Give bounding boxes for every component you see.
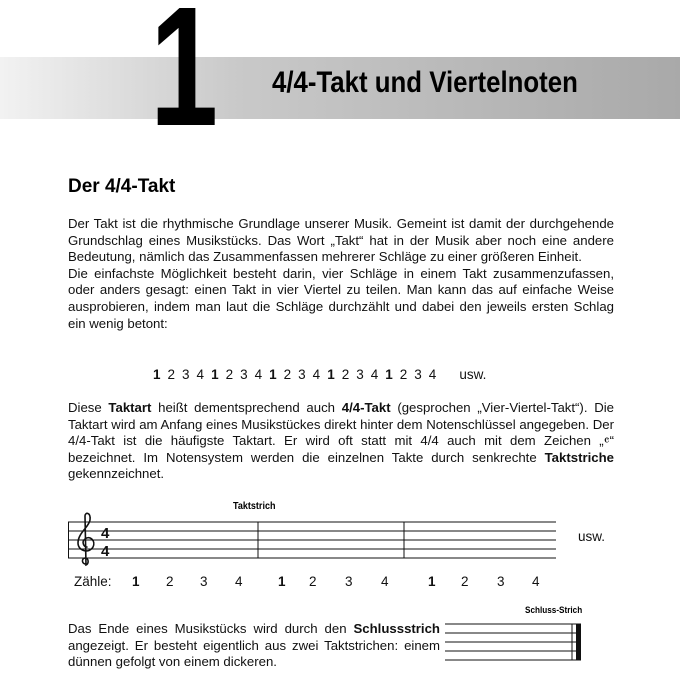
count-number: 2 <box>166 574 174 589</box>
counting-etc: usw. <box>459 367 487 382</box>
text-run: (gesprochen „Vier-Viertel-Takt“). Die Taktart wird am Anfang eines Musikstückes direkt hinter dem Notenschlüssel angegeben. Der 4/4-Takt ist die häufigste Taktart. Er wird oft statt mit 4/4 auch mit dem Zeichen „𝄴“ bezeichnet. Im Notensystem werden die einzelnen Takte durch senkrechte <box>68 400 614 465</box>
beat-number: 3 <box>414 367 422 382</box>
text-run: heißt dementsprechend auch <box>151 400 342 415</box>
count-number: 3 <box>497 574 505 589</box>
term-taktstriche: Taktstriche <box>544 449 614 465</box>
beat-number: 1 <box>327 367 335 382</box>
final-barline-staff <box>445 620 585 670</box>
paragraph-final-barline <box>68 621 440 671</box>
count-number: 4 <box>381 574 389 589</box>
count-number: 1 <box>278 574 286 589</box>
final-barline-label: Schluss-Strich <box>525 605 583 616</box>
beat-number: 3 <box>356 367 364 382</box>
staff-etc: usw. <box>578 529 606 544</box>
beat-number: 1 <box>385 367 393 382</box>
chapter-title: 4/4-Takt und Viertelnoten <box>272 66 578 99</box>
thick-barline <box>576 624 581 660</box>
beat-number: 2 <box>167 367 176 382</box>
barline-label: Taktstrich <box>233 500 276 512</box>
beat-number: 3 <box>298 367 306 382</box>
beat-number: 2 <box>225 367 234 382</box>
beat-number: 4 <box>370 367 379 382</box>
count-number: 3 <box>200 574 208 589</box>
text-run: Diese <box>68 400 109 415</box>
section-heading: Der 4/4-Takt <box>68 176 176 197</box>
treble-clef-icon <box>78 513 94 565</box>
beat-number: 1 <box>211 367 219 382</box>
term-schlussstrich: Schlussstrich <box>353 621 440 636</box>
staff-lines <box>68 522 556 558</box>
text-run: gekennzeichnet. <box>68 466 165 482</box>
count-number: 4 <box>235 574 243 589</box>
paragraph-intro-text-1: Der Takt ist die rhythmische Grundlage unserer Musik. Gemeint ist damit der durchgehende Grundschlag eines Musikstücks. Das Wort „Takt“ hat in der Musik aber noch eine andere Bedeutung, nämlich das Zusammenfassen mehrerer Schläge zu einer größeren Einheit. <box>68 216 614 265</box>
count-row <box>68 574 628 594</box>
beat-number: 2 <box>341 367 350 382</box>
paragraph-time-signature <box>68 400 614 483</box>
music-staff <box>68 518 568 568</box>
beat-number: 1 <box>153 367 161 382</box>
count-number: 3 <box>345 574 353 589</box>
text-run: angezeigt. Er besteht eigentlich aus zwei Taktstrichen: einem dünnen gefolgt von einem dickeren. <box>68 637 440 670</box>
beat-number: 4 <box>254 367 263 382</box>
time-signature-bottom: 4 <box>101 543 110 560</box>
count-number: 2 <box>461 574 469 589</box>
chapter-number: 1 <box>150 0 216 162</box>
beat-number: 3 <box>240 367 248 382</box>
term-4-4-takt: 4/4-Takt <box>341 400 391 415</box>
beat-number: 2 <box>283 367 292 382</box>
beat-number: 3 <box>182 367 190 382</box>
text-run: Das Ende eines Musikstücks wird durch den <box>68 621 354 636</box>
count-number: 4 <box>532 574 540 589</box>
beat-number: 2 <box>399 367 408 382</box>
count-number: 1 <box>132 574 140 589</box>
paragraph-intro-text-2: Die einfachste Möglichkeit besteht darin, vier Schläge in einem Takt zusammenzufassen, oder anders gesagt: einen Takt in vier Viertel zu teilen. Man kann das auf einfache Weise ausprobieren, indem man laut die Schläge durchzählt und dabei den jeweils ersten Schlag ein wenig betont: <box>68 265 614 331</box>
count-number: 2 <box>309 574 317 589</box>
counting-line <box>153 367 493 382</box>
count-number: 1 <box>428 574 436 589</box>
paragraph-intro <box>68 216 614 332</box>
time-signature-top: 4 <box>101 525 110 542</box>
beat-number: 4 <box>312 367 321 382</box>
beat-number: 4 <box>196 367 205 382</box>
beat-number: 1 <box>269 367 277 382</box>
beat-number: 4 <box>428 367 437 382</box>
term-taktart: Taktart <box>108 400 152 415</box>
count-label: Zähle: <box>74 574 112 589</box>
